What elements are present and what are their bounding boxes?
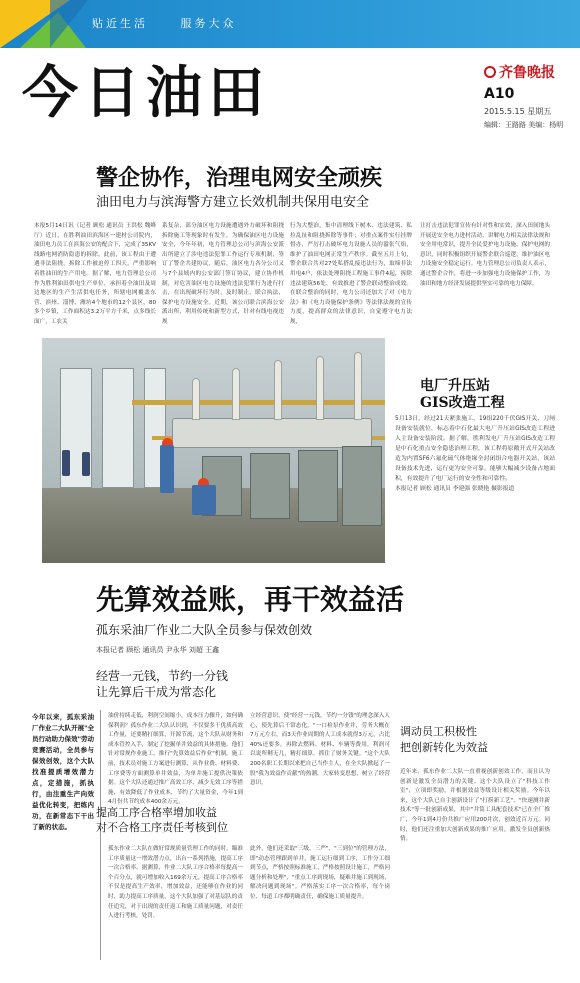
newspaper-logo <box>484 62 555 82</box>
photo-title <box>420 378 505 412</box>
article2-column-c: 孤东作业二大队在做好常规质量管理工作的同时，瞄准工序质量这一增效潜力点，出台一系列措施，提高工序一次合格率。据测算，作业二大队工序合格率每提高一个百分点，就可增加收入169余万元。提高工序合格率不仅是提高生产效率，增加效益，还能够在作业的同时，助力提高工序质量。这个大队加强了对基层队的责任追究，对于出现的责任返工和施工质量问题，对责任人进行考核，处罚。 <box>108 846 243 920</box>
photo-title-line-1: 电厂升压站 <box>420 378 490 394</box>
article2-column-b: 立经营意识，使"经营一元钱，节约一分钱"的理念深入人心，使先算后干常态化。"一口检泵作业井，劳务大概在7万元左右，而3天作业周期的人工成本就得3万元，占比40%还要多，再除去燃料、材料、车辆等费用，利润可以说所剩无几，精打细算，抓住了财务关键。"这个大队200名职工长期以来把自己当作主人，在全大队掀起了一股"我为效益作贡献"的热潮，大家转变思想，树立了经营意识。 <box>250 713 390 787</box>
article2-lead: 今年以来，孤东采油厂作业二大队开展"全员行动助力保效"劳动竞赛活动，全员参与保效创效，这个大队找准提质增效潜力点，定措施，抓执行，由注重生产向效益优化转变，把练内功，在新常态下干出了新的状态。 <box>32 713 94 831</box>
logo-text: 齐鲁晚报 <box>499 65 555 81</box>
article1-column-2: 系复杂，部分油区电力设施遭遇外力破坏和阻挠拆除施工等现象时有发生。为确保油区电力设施安全，今年年初，电力管理总公司与滨海公安派出所建立了涉电违法犯罪工作运行专项机制，签订了警企共建协议，随后，油区电力各分公司又与7个县域内的公安部门签订协议，建立协作机制，对危害油区电力设施的违法犯罪行为进行打击，在出现破坏行为时，及时制止，联合执法，保护电力设施安全。近期，该公司联合滨海公安派出所，利用传统和新型方式，针对有线电视违规 <box>162 223 284 325</box>
article1-column-4: 让打击违法犯罪宣传有针对性和实效，深入田间地头开展送安全电力进村活动，讲解电力相关法律法规和安全用电常识，提升全民爱护电力设施、保护电网的意识，同时积极组织开展警企联合巡逻，维护油区电力设施安全稳定运行。电力管理总公司负责人表示，通过警企合作，将进一步加强电力设施保护工作，为油田和地方经济发展提供坚实可靠的电力保障。 <box>420 223 550 287</box>
page-number: A10 <box>484 86 515 102</box>
article2-byline: 本报记者 顾松 通讯员 尹永华 刘超 王鑫 <box>96 646 220 654</box>
article2-subhead-2: 提高工序合格率增加收益 对不合格工序责任考核到位 <box>96 806 228 834</box>
article1-column-3: 行为大整治，集中清理线下树木、违法建筑、私拉乱扯和阻挠拆除等事件；对重点案件实行挂牌督办，严厉打击破坏电力设施人员的嚣张气焰，维护了油田电网正常生产秩序。截至五月上旬，警企联合共对27处私搭乱接违法行为，取缔非法用电4户，依法处理阻挠工程施工事件4起，拆除违法建筑56处，有效推进了警企联动整治成效。在联合整治的同时，电力公司还加大了对《电力法》和《电力设施保护条例》等法律法规的宣传力度，提高群众的法律意识，自觉遵守电力法规， <box>290 223 412 325</box>
caption-text: 5月13日，经过21天紧张施工，19组220千伏GIS开关、刀闸设备安装就位，标志着中石化最大电厂升压站GIS改造工程进入主设备安装阶段。据了解，胜利发电厂升压站GIS改造工程是中石化重点安全隐患治理工程，该工程将原敞开式开关站改造为内置SF6六氟化硫气体绝缘全封闭组合电器开关站，该站设备技术先进，运行更为安全可靠，能够大幅减少设备占地面积，有效提升了电厂运行的安全性和可靠性。 <box>395 416 555 482</box>
slogan-1: 贴近生活 <box>92 17 148 30</box>
issue-date: 2015.5.15 星期五 <box>484 107 552 116</box>
article2-column-e: 近年来，孤东作业二大队一直重视创新创效工作，而且认为创新是激发全员潜力的关键。这个大队设立了"科技工作室"，立项即奖励，并根据效益等级设计相关奖励。今年以来，这个大队已自主创新设计了"打捞新工艺"、"快速测井新技术"等一批创新成果，其中"井筒工具配套技术"已在全厂推广，今年1到4月份共推广应用200井次，创效近百万元。同时，他们还注重加大创新成果的推广应用，激发全员创新热情。 <box>400 769 550 843</box>
banner-slogan <box>92 15 263 31</box>
article1-subhead: 油田电力与滨海警方建立长效机制共保用电安全 <box>96 195 370 210</box>
article2-headline: 先算效益账，再干效益活 <box>96 583 405 616</box>
logo-icon <box>484 66 496 78</box>
photo-caption <box>395 414 555 494</box>
article2-subhead-3: 调动员工积极性 把创新转化为效益 <box>400 725 488 754</box>
banner-decoration <box>50 0 88 48</box>
article1-column-1: 本报5月14日讯（记者 顾松 通讯员 王洪松 魏峰厅）近日，在胜利油田滨海区一建材公司院内，油田电力员工在滨海公安的配合下，完成了35KV线路电网消防隐患的拆除。此前，该工程由于遭遇非法阻挠，拆除工作被迫停工四天，严重影响着胜油田的生产用电。据了解，电力管理总公司作为胜利油田供电生产单位，承担着全油田及周边地区的生产生活供电任务，所辖电网覆盖东营、滨州、淄博、潍坊4个地市的12个县区，80多个乡镇，工作面积达3.2万平方千米，点多线长面广，工农关 <box>34 223 156 325</box>
substation-photo <box>42 338 385 563</box>
article2-column-a: 油价持续走低，利润空间缩小，成本压力骤升，如何确保利润？孤东作业二大队认识到，不仅要多干优质高效工作量，还要精打细算，开源节流，这个大队从财务和成本管控入手，制定了挖掘单井效益的具体措施。他们针对常规作业施工，推行"先算效益后作业"机制，施工前，技术员对施工方案进行测算，从作业费、材料费、工序费等方面测算单井效益，为单井施工提供决策依据。这个大队还通过推广高效工序、减少无效工序等措施，有效降低了作业成本，节约了大量资金，今年1到4月份共节约成本400余万元。 <box>108 713 243 806</box>
article2-column-d: 此外，他们还采取"三级、三严"、"三到位"的管理方法，即"动态管理跟到单井，施工运行细到工序，工作分工细到节点，严格按照标准施工，严格按照设计施工，严格问题分析和处理"，"重点工序到现场，疑难井施工到现场，解决问题到现场"。严格落实工序一次合格率，每个岗位、每道工序都明确责任，确保施工质量提升。 <box>250 846 390 900</box>
column-divider <box>100 710 101 960</box>
header-banner <box>0 0 580 48</box>
page-title: 今日油田 <box>22 61 270 126</box>
article2-subhead: 孤东采油厂作业二大队全员参与保效创效 <box>96 623 313 637</box>
photo-title-line-2: GIS改造工程 <box>420 395 505 411</box>
editor-credits: 编辑：王路路 美编：杨明 <box>484 121 564 129</box>
article2-quote: 经营一元钱，节约一分钱 让先算后干成为常态化 <box>96 669 229 699</box>
photo-credit: 本报记者 顾松 通讯员 李建强 张晓艳 摄影报道 <box>395 486 515 492</box>
article1-headline: 警企协作，治理电网安全顽疾 <box>96 165 383 191</box>
slogan-2: 服务大众 <box>180 17 237 30</box>
